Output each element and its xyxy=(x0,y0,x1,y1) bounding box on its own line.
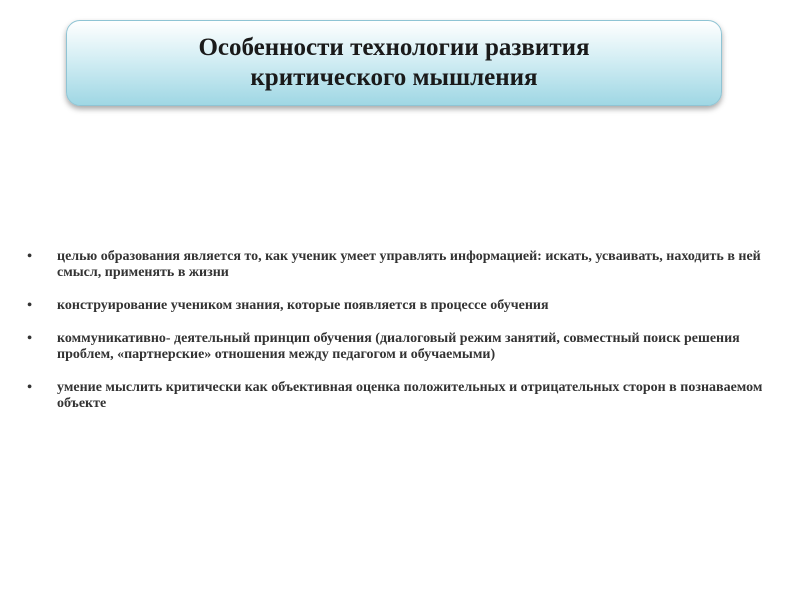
slide-title xyxy=(178,33,609,93)
bullet-dot-icon: • xyxy=(27,331,32,346)
slide-title-line-2: критического мышления xyxy=(250,64,538,91)
bullet-item xyxy=(22,331,782,363)
slide-title-line-1: Особенности технологии развития xyxy=(198,34,590,61)
bullet-item xyxy=(22,249,782,281)
bullet-dot-icon: • xyxy=(27,249,32,264)
bullet-text: целью образования является то, как ученик умеет управлять информацией: искать, усваивать, находить в ней смысл, применять в жизни xyxy=(57,249,761,280)
bullet-list xyxy=(22,249,782,429)
bullet-text: коммуникативно- деятельный принцип обучения (диалоговый режим занятий, совместный поиск решения проблем, «партнерские» отношения между педагогом и обучаемыми) xyxy=(57,331,740,362)
bullet-dot-icon: • xyxy=(27,380,32,395)
bullet-text: конструирование учеником знания, которые появляется в процессе обучения xyxy=(57,298,549,313)
bullet-text: умение мыслить критически как объективная оценка положительных и отрицательных сторон в познаваемом объекте xyxy=(57,380,763,411)
bullet-item xyxy=(22,380,782,412)
bullet-dot-icon: • xyxy=(27,298,32,313)
bullet-item xyxy=(22,298,782,314)
title-box xyxy=(66,20,722,106)
